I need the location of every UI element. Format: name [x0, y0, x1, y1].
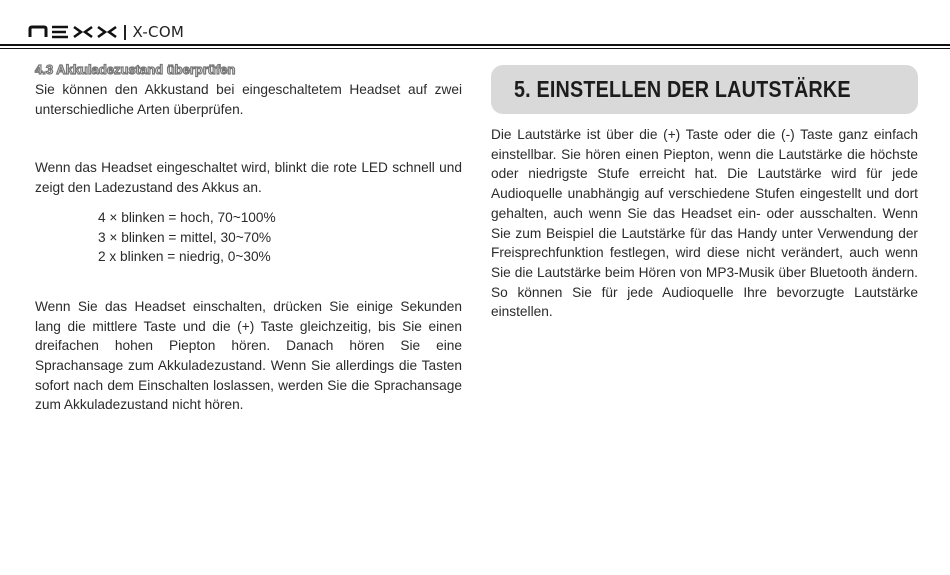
- model-label: X-COM: [132, 23, 185, 41]
- section-title: 4.3 Akkuladezustand überprüfen: [35, 62, 236, 77]
- page-header: [28, 20, 184, 44]
- section-heading: 5. EINSTELLEN DER LAUTSTÄRKE: [514, 76, 851, 102]
- paragraph: Sie können den Akkustand bei eingeschaltetem Headset auf zwei unterschiedliche Arten überprüfen.: [35, 82, 462, 117]
- list-item: 3 × blinken = mittel, 30~70%: [98, 229, 272, 245]
- header-rule-thin: [0, 48, 950, 49]
- blink-list: [98, 208, 462, 267]
- header-rule: [0, 44, 950, 46]
- left-column: [35, 62, 462, 415]
- nexx-logo: [28, 25, 120, 39]
- right-column: [491, 65, 918, 322]
- list-item: 4 × blinken = hoch, 70~100%: [98, 209, 276, 225]
- section-heading-box: [491, 65, 918, 114]
- model-name: [124, 23, 184, 41]
- paragraph: Wenn das Headset eingeschaltet wird, blinkt die rote LED schnell und zeigt den Ladezustand des Akkus an.: [35, 160, 462, 196]
- paragraph: Die Lautstärke ist über die (+) Taste oder die (-) Taste ganz einfach einstellbar. Sie hören einen Piepton, wenn die Lautstärke die höchste oder niedrigste Stufe erreicht hat. Die Lautstärke wird für jede Audioquelle unabhängig auf verschiedene Stufen eingestellt und dort gehalten, auch wenn Sie das Headset ein- oder ausschalten. Wenn Sie zum Beispiel die Lautstärke für das Handy unter Verwendung der Freisprechfunktion festlegen, wird diese nicht verändert, auch wenn Sie die Lautstärke beim Hören von MP3-Musik über Bluetooth ändern. So können Sie für jede Audioquelle Ihre bevorzugte Lautstärke einstellen.: [491, 127, 918, 320]
- list-item: 2 x blinken = niedrig, 0~30%: [98, 249, 271, 265]
- separator-bar: [124, 25, 126, 40]
- paragraph: Wenn Sie das Headset einschalten, drücken Sie einige Sekunden lang die mittlere Taste und die (+) Taste gleichzeitig, bis Sie einen dreifachen hohen Piepton hören. Danach hören Sie eine Sprachansage zum Akkuladezustand. Wenn Sie allerdings die Tasten sofort nach dem Einschalten loslassen, werden Sie die Sprachansage zum Akkuladezustand nicht hören.: [35, 298, 462, 413]
